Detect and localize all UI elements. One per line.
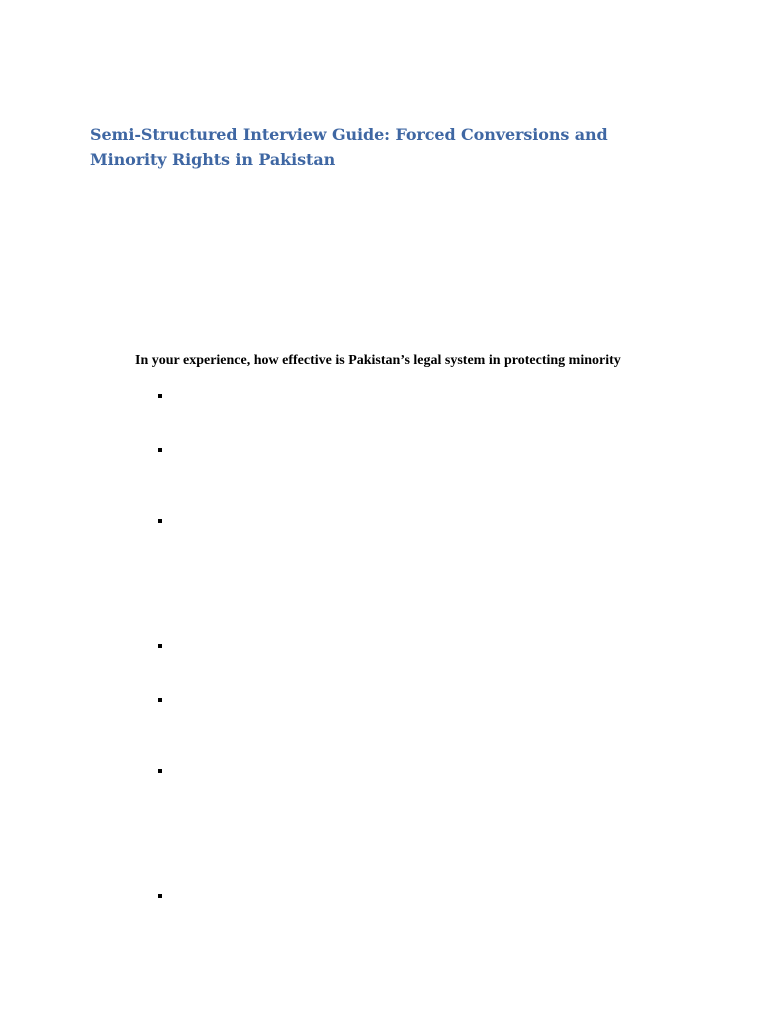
document-title: Semi-Structured Interview Guide: Forced Conversions and Minority Rights in Pakistan: [90, 125, 608, 169]
bullet-marker: [158, 769, 162, 773]
bullet-marker: [158, 448, 162, 452]
bullet-marker: [158, 644, 162, 648]
bullet-marker: [158, 698, 162, 702]
bullet-marker: [158, 894, 162, 898]
interview-question: In your experience, how effective is Pakistan’s legal system in protecting minority: [135, 353, 621, 368]
bullet-marker: [158, 394, 162, 398]
bullet-marker: [158, 519, 162, 523]
